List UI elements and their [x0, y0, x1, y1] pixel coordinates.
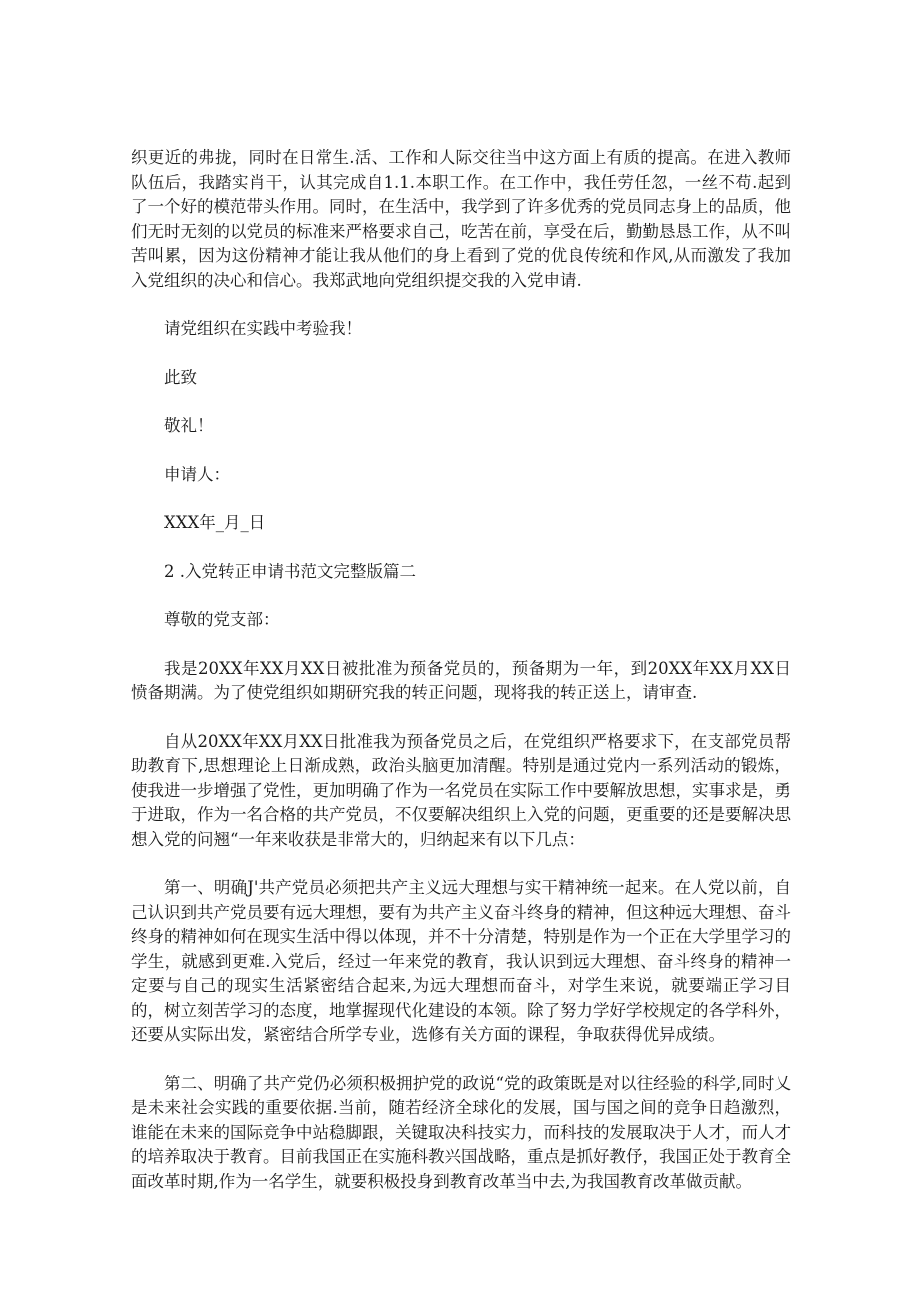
letter-greeting: 尊敬的党支部：	[164, 610, 280, 629]
date-line: XXX年_月_日	[164, 513, 266, 532]
closing-salutation-2: 敬礼！	[164, 416, 214, 435]
paragraph-request-test: 请党组织在实践中考验我！	[164, 319, 362, 338]
paragraph-continuation: 织更近的弗拢，同时在日常生.活、工作和人际交往当中这方面上有质的提高。在进入教师队伍后，我踏实肖干，认其完成自1.1.本职工作。在工作中，我任劳任忽，一丝不苟.起到了一个好的模范带头作用。同时，在生活中，我学到了许多优秀的党员同志身上的品质，他们无时无刻的以党员的标准来严格要求自己，吃苦在前，享受在后，勤勤恳恳工作，从不叫苦叫累，因为这份精神才能让我从他们的身上看到了党的优良传统和作风,从而激发了我加入党组织的决心和信心。我郑武地向党组织提交我的入党申请.	[131, 148, 791, 290]
paragraph-probation-intro: 我是20XX年XX月XX日被批准为预备党员的，预备期为一年，到20XX年XX月XX日愤备期满。为了使党组织如期研究我的转正问题，现将我的转正送上，请审查.	[131, 658, 791, 702]
closing-salutation-1: 此致	[164, 367, 197, 387]
paragraph-point-one: 第一、明确J'共产党员必须把共产主义远大理想与实干精神统一起来。在人党以前，自己认识到共产党员要有远大理想，要有为共产主义奋斗终身的精神，但这种远大理想、奋斗终身的精神如何在现实生活中得以体现，并不十分清楚，特别是作为一个正在大学里学习的学生，就感到更难.入党后，经过一年来党的教育，我认识到远大理想、奋斗终身的精神一定要与自己的现实生活紧密结合起来,为远大理想而奋斗，对学生来说，就要端正学习目的，树立刻苦学习的态度，地掌握现代化建设的本领。除了努力学好学校规定的各学科外，还要从实际出发，紧密结合所学专业，选修有关方面的课程，争取获得优异成绩。	[131, 878, 791, 1044]
paragraph-point-two: 第二、明确了共产党仍必须积极拥护党的政说“党的政策既是对以往经验的科学,同时乂是未来社会实践的重要依据.当前，随若经济全球化的发展，国与国之间的竞争日趋激烈，谁能在未来的国际竞争中站稳脚跟，关键取决科技实力，而科技的发展取决于人才，而人才的培养取决于教育。目前我国正在实施科教兴国战略，重点是抓好教伃，我国正处于教育全面改革时期,作为一名学生，就要积极投身到教育改革当中去,为我国教育改革做贡献。	[131, 1073, 791, 1191]
paragraph-since-approval: 自从20XX年XX月XX日批准我为预备党员之后，在党组织严格要求下，在支部党员帮助教育下,思想理论上日渐成熟，政治头脑更加清醒。特别是通过党内一系列活动的锻炼，使我进一步增强了党性，更加明确了作为一名党员在实际工作中要解放思想，实事求是，勇于进取，作为一名合格的共产党员，不仅要解决组织上入党的问题，更重要的还是要解决思想入党的问翘“一年来收获是非常大的，归纳起来有以下几点：	[131, 731, 791, 849]
document-page	[131, 146, 791, 1194]
section-heading: 2 .入党转正申请书范文完整版篇二	[164, 561, 416, 581]
applicant-label: 申请人：	[164, 464, 230, 484]
